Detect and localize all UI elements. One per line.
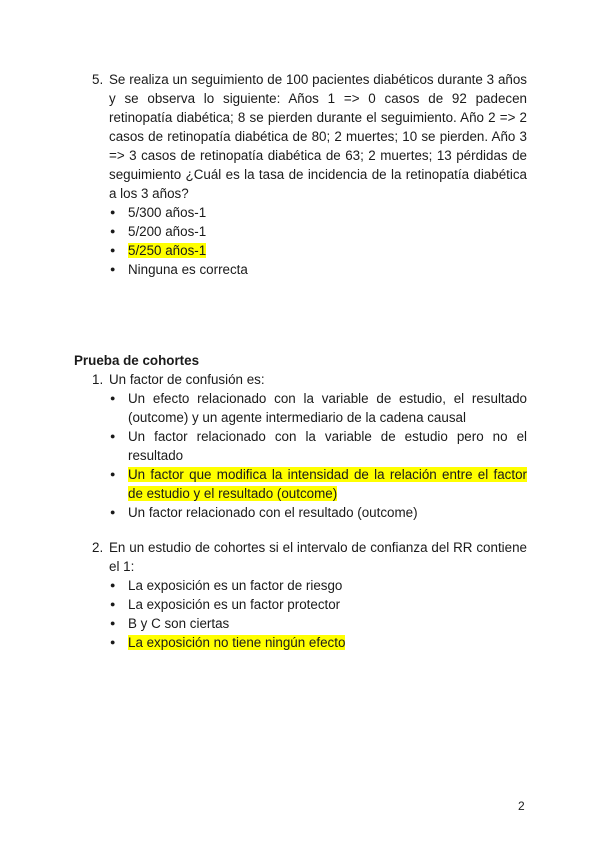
bullet-icon: ●	[110, 507, 116, 517]
bullet-icon: ●	[110, 226, 116, 236]
bullet-icon: ●	[110, 393, 116, 403]
section-title: Prueba de cohortes	[74, 353, 200, 368]
answer-list	[92, 389, 527, 522]
answer-option-correct	[110, 465, 527, 503]
page-number: 2	[518, 799, 525, 813]
answer-option: ● La exposición es un factor protector	[110, 597, 341, 612]
question-number: 2.	[92, 540, 104, 555]
question-text: Se realiza un seguimiento de 100 pacientes diabéticos durante 3 años y se observa lo siguiente: Años 1 => 0 casos de 92 padecen retinopatía diabética; 8 se pierden durante el seguimiento. Año 2 => 2 casos de retinopatía diabética de 80; 2 muertes; 10 se pierden. Año 3 => 3 casos de retinopatía diabética de 63; 2 muertes; 13 pérdidas de seguimiento ¿Cuál es la tasa de incidencia de la retinopatía diabética a los 3 años?	[109, 72, 527, 201]
question-number: 5.	[92, 72, 104, 87]
bullet-icon: ●	[110, 637, 116, 647]
bullet-icon: ●	[110, 580, 116, 590]
answer-option: ● Ninguna es correcta	[110, 262, 248, 277]
bullet-icon: ●	[110, 207, 116, 217]
highlighted-answer: La exposición no tiene ningún efecto	[128, 635, 346, 650]
bullet-icon: ●	[110, 431, 116, 441]
answer-option: ● La exposición es un factor de riesgo	[110, 578, 343, 593]
question-text: En un estudio de cohortes si el intervalo de confianza del RR contiene el 1:	[109, 540, 527, 574]
cohort-question-1	[92, 370, 527, 522]
answer-list	[92, 203, 527, 279]
answer-option: ● Un efecto relacionado con la variable de estudio, el resultado (outcome) y un agente intermediario de la cadena causal	[110, 391, 527, 425]
answer-option-correct	[110, 241, 527, 260]
bullet-icon: ●	[110, 469, 116, 479]
answer-option: ● 5/200 años-1	[110, 224, 207, 239]
answer-option: ● Un factor relacionado con el resultado (outcome)	[110, 505, 418, 520]
bullet-icon: ●	[110, 245, 116, 255]
question-5	[92, 70, 527, 279]
highlighted-answer: 5/250 años-1	[128, 243, 207, 258]
cohort-question-2	[92, 538, 527, 652]
answer-option: ● Un factor relacionado con la variable de estudio pero no el resultado	[110, 429, 527, 463]
answer-option-correct	[110, 633, 527, 652]
bullet-icon: ●	[110, 264, 116, 274]
question-number: 1.	[92, 372, 104, 387]
highlighted-answer: Un factor que modifica la intensidad de la relación entre el factor de estudio y el resultado (outcome)	[128, 467, 527, 501]
question-text: Un factor de confusión es:	[109, 372, 265, 387]
answer-option: ● 5/300 años-1	[110, 205, 207, 220]
answer-list	[92, 576, 527, 652]
bullet-icon: ●	[110, 599, 116, 609]
answer-option: ● B y C son ciertas	[110, 616, 230, 631]
bullet-icon: ●	[110, 618, 116, 628]
